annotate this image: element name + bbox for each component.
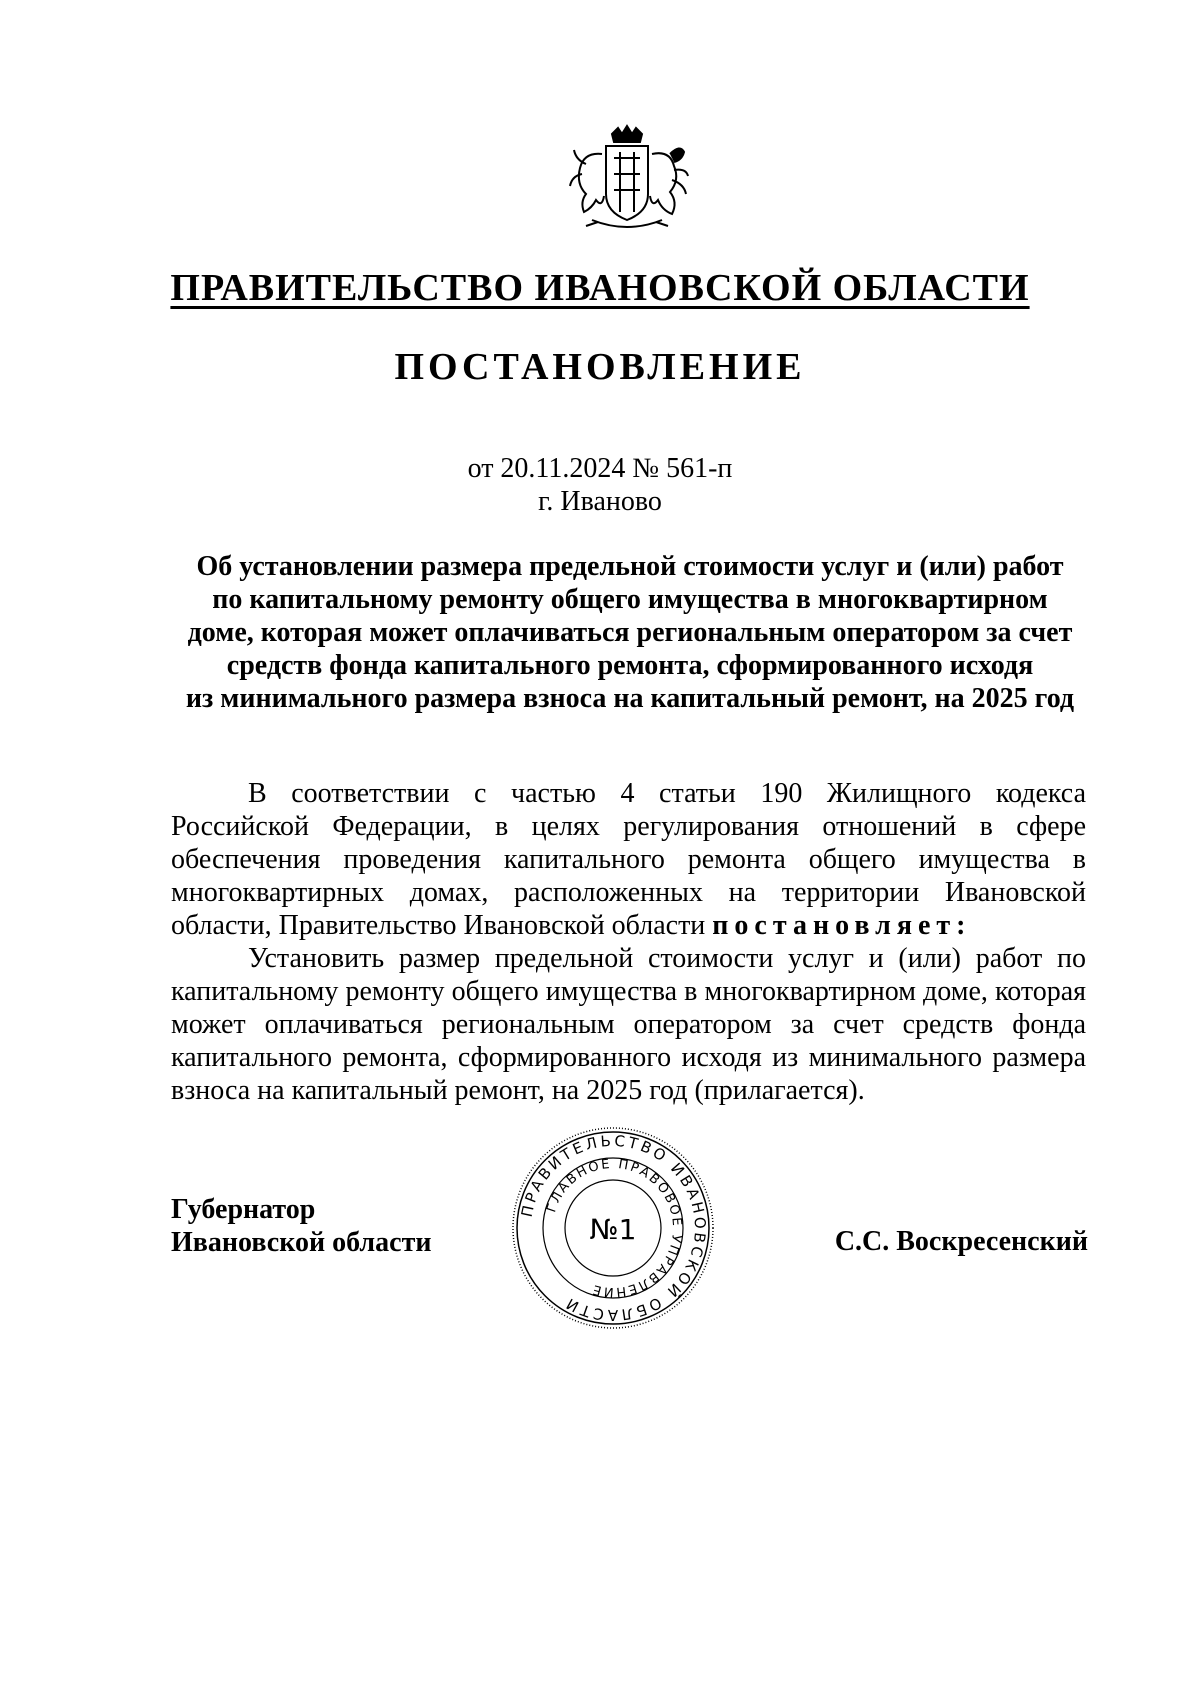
position-line: Губернатор xyxy=(171,1194,316,1225)
date-block xyxy=(0,452,1200,518)
body-paragraph xyxy=(171,777,1086,942)
title-line: средств фонда капитального ремонта, сформированного исходя xyxy=(226,650,1034,681)
stamp-outer-text: ПРАВИТЕЛЬСТВО ИВАНОВСКОЙ ОБЛАСТИ xyxy=(517,1131,710,1325)
signatory-position xyxy=(171,1193,431,1259)
stamp-number: №1 xyxy=(589,1213,637,1246)
organization-heading: ПРАВИТЕЛЬСТВО ИВАНОВСКОЙ ОБЛАСТИ xyxy=(170,267,1030,309)
position-line: Ивановской области xyxy=(171,1227,432,1258)
document-body xyxy=(171,777,1086,1107)
stamp-inner-text: ГЛАВНОЕ ПРАВОВОЕ УПРАВЛЕНИЕ xyxy=(544,1156,685,1300)
document-type-heading: ПОСТАНОВЛЕНИЕ xyxy=(394,346,806,388)
title-line: доме, которая может оплачиваться региональным оператором за счет xyxy=(187,617,1073,648)
title-line: Об установлении размера предельной стоимости услуг и (или) работ xyxy=(196,551,1064,582)
title-line: из минимального размера взноса на капитальный ремонт, на 2025 год xyxy=(185,683,1075,714)
paragraph-text: В соответствии с частью 4 статьи 190 Жилищного кодекса Российской Федерации, в целях регулирования отношений в сфере обеспечения проведения капитального ремонта общего имущества в многоквартирных домах, расположенных на территории Ивановской области, Правительство Ивановской области xyxy=(171,778,1086,941)
official-stamp-seal xyxy=(508,1123,718,1333)
date-number: от 20.11.2024 № 561-п xyxy=(467,453,733,484)
body-paragraph: Установить размер предельной стоимости услуг и (или) работ по капитальному ремонту общего имущества в многоквартирном доме, которая может оплачиваться региональным оператором за счет средств фонда капитального ремонта, сформированного исходя из минимального размера взноса на капитальный ремонт, на 2025 год (прилагается). xyxy=(171,943,1086,1106)
title-line: по капитальному ремонту общего имущества в многоквартирном xyxy=(212,584,1048,615)
decree-keyword: постановляет: xyxy=(712,910,972,941)
coat-of-arms-emblem xyxy=(562,124,692,236)
document-title xyxy=(170,550,1090,715)
city: г. Иваново xyxy=(538,486,662,517)
signatory-name: С.С. Воскресенский xyxy=(834,1226,1088,1257)
